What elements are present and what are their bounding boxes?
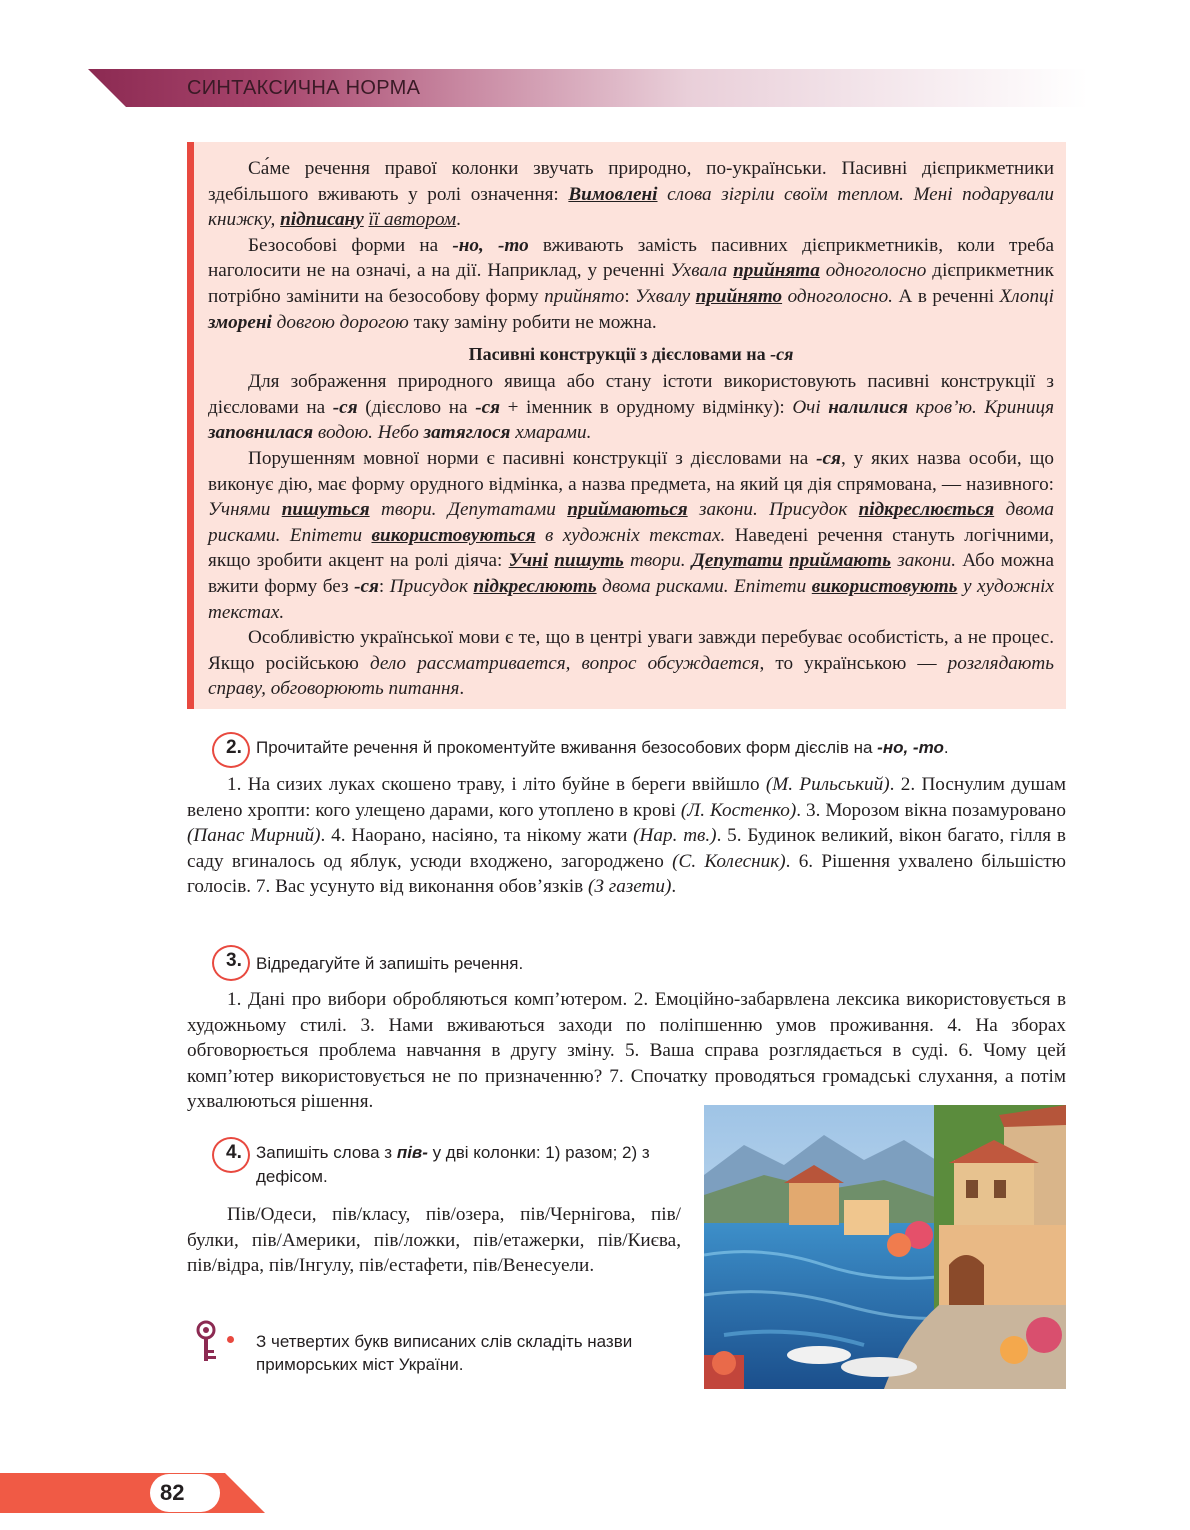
- task-2-number-badge: 2.: [212, 732, 250, 768]
- key-icon: [194, 1320, 218, 1364]
- info-paragraph-3: Для зображення природного явища або стану істоти використовують пасивні конструкції з дієсловами на -ся (дієслово на -ся + іменник в орудному відмінку): Очі налилися кров’ю. Криниця заповнилася водою. Небо затяглося хмарами.: [208, 371, 1054, 444]
- task-2-text: [187, 772, 1066, 900]
- task-2-instruction: Прочитайте речення й прокоментуйте вживання безособових форм дієслів на -но, -то.: [256, 738, 949, 757]
- task-4-instruction: Запишіть слова з пів- у дві колонки: 1) разом; 2) з дефісом.: [256, 1143, 650, 1186]
- info-paragraph-5: Особливістю української мови є те, що в центрі уваги завжди перебуває особистість, а не процес. Якщо російською дело рассматривается, вопрос обсуждается, то українською — розглядають справу, обговорюють питання.: [208, 627, 1054, 700]
- info-paragraph-4: Порушенням мовної норми є пасивні конструкції з дієсловами на -ся, у яких назва особи, що виконує дію, має форму орудного відмінка, а назва предмета, на який ця дія спрямована, — називного: Учнями пишуться твори. Депутатами приймаються закони. Присудок підкреслюється двома рисками. Епітети використовуються в художніх текстах. Наведені речення стануть логічними, якщо зробити акцент на ролі діяча: Учні пишуть твори. Депутати приймають закони. Або можна вжити форму без -ся: Присудок підкреслюють двома рисками. Епітети використовують у художніх текстах.: [208, 447, 1055, 623]
- task-3-sentences: 1. Дані про вибори обробляються комп’ютером. 2. Емоційно-забарвлена лексика використовується в художньому стилі. 3. Нами вживаються заходи по поліпшенню умов проживання. 4. На зборах обговорюється проблема навчання в другу зміну. 5. Ваша справа розглядається в суді. 6. Чому цей комп’ютер використовується не по призначенню? 7. Спочатку проводяться громадські слухання, а потім ухвалюються рішення.: [187, 989, 1066, 1113]
- info-subheading: Пасивні конструкції з дієсловами на -ся: [468, 344, 794, 365]
- lake-village-painting: [704, 1105, 1066, 1389]
- info-paragraph-1: Са́ме речення правої колонки звучать природно, по-українськи. Пасивні дієприкметники здебільшого вживають у ролі означення: Вимовлені слова зігріли своїм теплом. Мені подарували книжку, підписану її автором.: [208, 158, 1054, 231]
- task-3-instruction: Відредагуйте й запишіть речення.: [256, 954, 524, 973]
- bullet-icon: [227, 1336, 234, 1343]
- task-4-text: [187, 1202, 681, 1279]
- footer-bar: [0, 1473, 265, 1513]
- task-2-sentences: 1. На сизих луках скошено траву, і літо буйне в береги ввійшло (М. Рильський). 2. Поснулим душам велено хропти: кого улещено дарами, кого утоплено в крові (Л. Костенко). 3. Морозом вікна позамуровано (Панас Мирний). 4. Наорано, насіяно, та нікому жати (Нар. тв.). 5. Будинок великий, вікон багато, гілля в саду вгиналось од яблук, усюди входжено, загороджено (С. Колесник). 6. Рішення ухвалено більшістю голосів. 7. Вас усунуто від виконання обов’язків (З газети).: [187, 774, 1067, 898]
- task-3-number-badge: 3.: [212, 945, 250, 981]
- key-task-text: З четвертих букв виписаних слів складіть назви приморських міст України.: [256, 1332, 633, 1374]
- task-4-number-badge: 4.: [212, 1137, 250, 1173]
- page-number: 82: [160, 1480, 185, 1505]
- task-4-words: Пів/Одеси, пів/класу, пів/озера, пів/Чернігова, пів/булки, пів/Америки, пів/ложки, пів/етажерки, пів/Києва, пів/відра, пів/Інгулу, пів/естафети, пів/Венесуели.: [187, 1204, 681, 1277]
- page-title: СИНТАКСИЧНА НОРМА: [187, 77, 421, 99]
- task-3-text: [187, 987, 1066, 1115]
- info-paragraph-2: Безособові форми на -но, -то вживають замість пасивних дієприкметників, коли треба наголосити не на означі, а на дії. Наприклад, у реченні Ухвала прийнята одноголосно дієприкметник потрібно замінити на безособову форму прийнято: Ухвалу прийнято одноголосно. А в реченні Хлопці зморені довгою дорогою таку заміну робити не можна.: [208, 234, 1054, 333]
- info-box: [187, 142, 1066, 709]
